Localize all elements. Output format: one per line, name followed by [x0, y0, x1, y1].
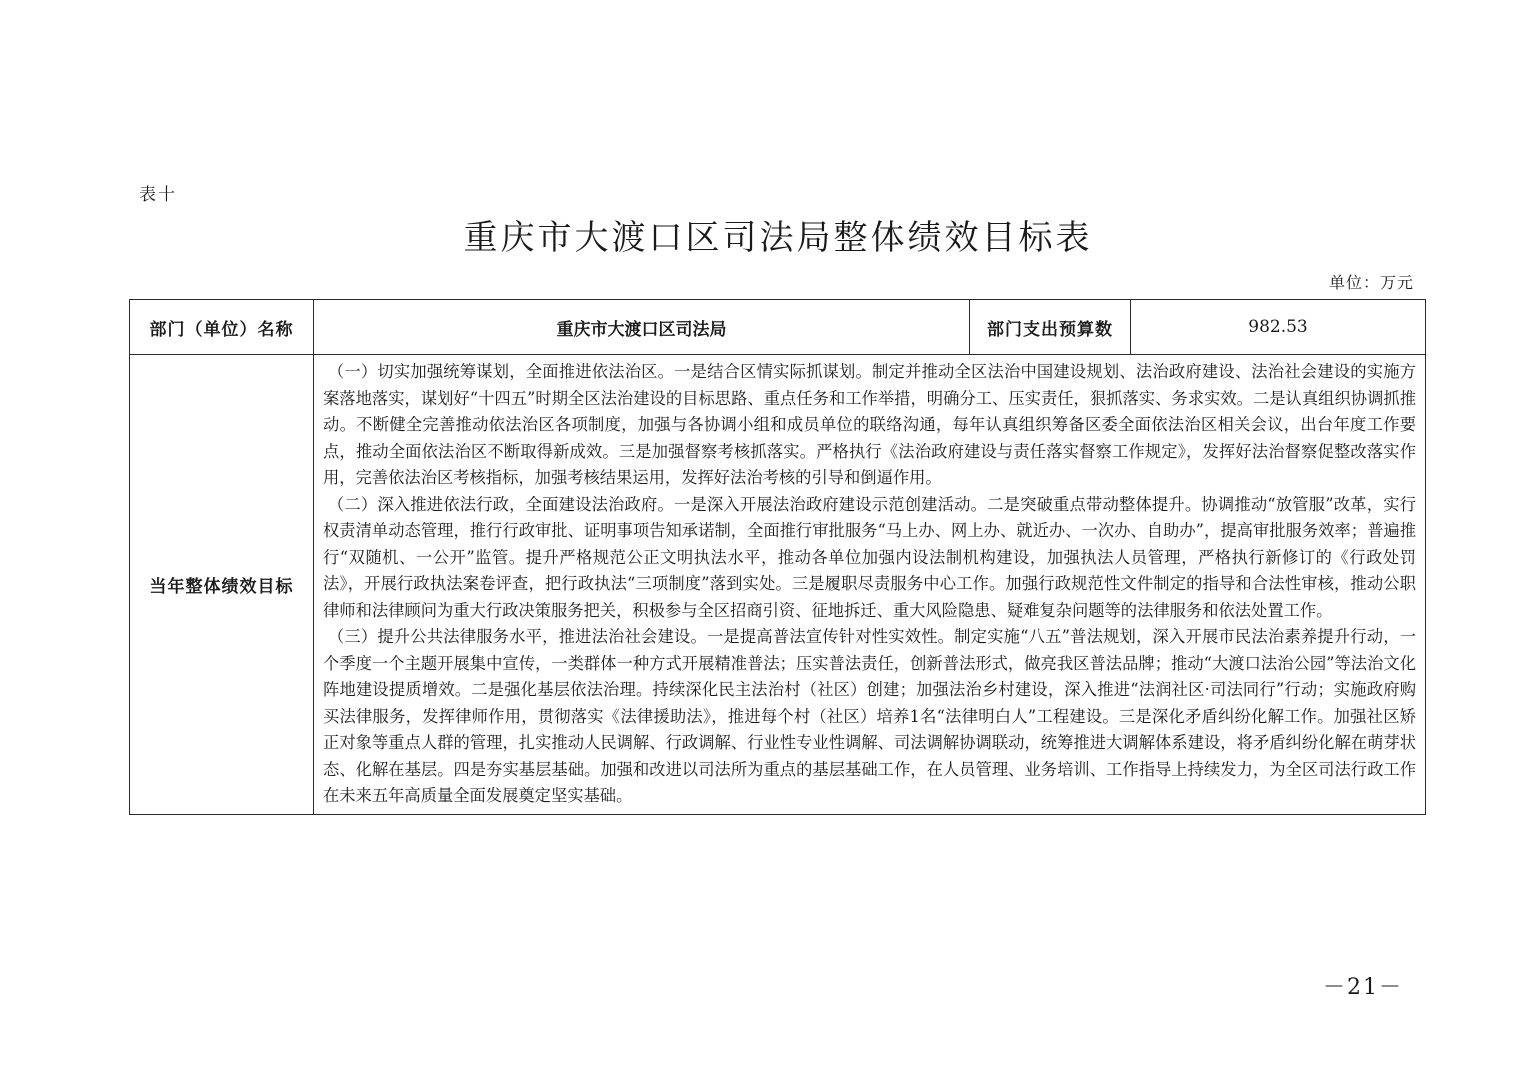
goal-paragraph-3: （三）提升公共法律服务水平，推进法治社会建设。一是提高普法宣传针对性实效性。制定实施“八五”普法规划，深入开展市民法治素养提升行动，一个季度一个主题开展集中宣传，一类群体一种方式开展精准普法；压实普法责任，创新普法形式，做亮我区普法品牌；推动“大渡口法治公园”等法治文化阵地建设提质增效。二是强化基层依法治理。持续深化民主法治村（社区）创建；加强法治乡村建设，深入推进“法润社区·司法同行”行动；实施政府购买法律服务，发挥律师作用，贯彻落实《法律援助法》，推进每个村（社区）培养1名“法律明白人”工程建设。三是深化矛盾纠纷化解工作。加强社区矫正对象等重点人群的管理，扎实推动人民调解、行政调解、行业性专业性调解、司法调解协调联动，统筹推进大调解体系建设，将矛盾纠纷化解在萌芽状态、化解在基层。四是夯实基层基础。加强和改进以司法所为重点的基层基础工作，在人员管理、业务培训、工作指导上持续发力，为全区司法行政工作在未来五年高质量全面发展奠定坚实基础。 [323, 627, 1416, 805]
budget-label: 部门支出预算数 [970, 300, 1131, 355]
document-title: 重庆市大渡口区司法局整体绩效目标表 [463, 218, 1093, 258]
table-row [130, 300, 1426, 355]
budget-value: 982.53 [1131, 300, 1426, 355]
dept-name-value: 重庆市大渡口区司法局 [314, 300, 970, 355]
page-number: －21－ [1323, 975, 1403, 1000]
table-row [130, 355, 1426, 815]
annual-goal-label: 当年整体绩效目标 [130, 355, 314, 815]
goal-paragraph-1: （一）切实加强统筹谋划，全面推进依法治区。一是结合区情实际抓谋划。制定并推动全区法治中国建设规划、法治政府建设、法治社会建设的实施方案落地落实，谋划好“十四五”时期全区法治建设的目标思路、重点任务和工作举措，明确分工、压实责任，狠抓落实、务求实效。二是认真组织协调抓推动。不断健全完善推动依法治区各项制度，加强与各协调小组和成员单位的联络沟通，每年认真组织筹备区委全面依法治区相关会议，出台年度工作要点，推动全面依法治区不断取得新成效。三是加强督察考核抓落实。严格执行《法治政府建设与责任落实督察工作规定》，发挥好法治督察促整改落实作用，完善依法治区考核指标，加强考核结果运用，发挥好法治考核的引导和倒逼作用。 [323, 362, 1416, 487]
performance-goal-table [129, 299, 1426, 815]
dept-name-label: 部门（单位）名称 [130, 300, 314, 355]
unit-label: 单位：万元 [1328, 273, 1414, 292]
annual-goal-content [314, 355, 1426, 815]
goal-paragraph-2: （二）深入推进依法行政，全面建设法治政府。一是深入开展法治政府建设示范创建活动。二是突破重点带动整体提升。协调推动“放管服”改革，实行权责清单动态管理，推行行政审批、证明事项告知承诺制，全面推行审批服务“马上办、网上办、就近办、一次办、自助办”，提高审批服务效率；普遍推行“双随机、一公开”监管。提升严格规范公正文明执法水平，推动各单位加强内设法制机构建设，加强执法人员管理，严格执行新修订的《行政处罚法》，开展行政执法案卷评查，把行政执法“三项制度”落到实处。三是履职尽责服务中心工作。加强行政规范性文件制定的指导和合法性审核，推动公职律师和法律顾问为重大行政决策服务把关，积极参与全区招商引资、征地拆迁、重大风险隐患、疑难复杂问题等的法律服务和依法处置工作。 [323, 494, 1416, 620]
table-number: 表十 [139, 185, 177, 205]
